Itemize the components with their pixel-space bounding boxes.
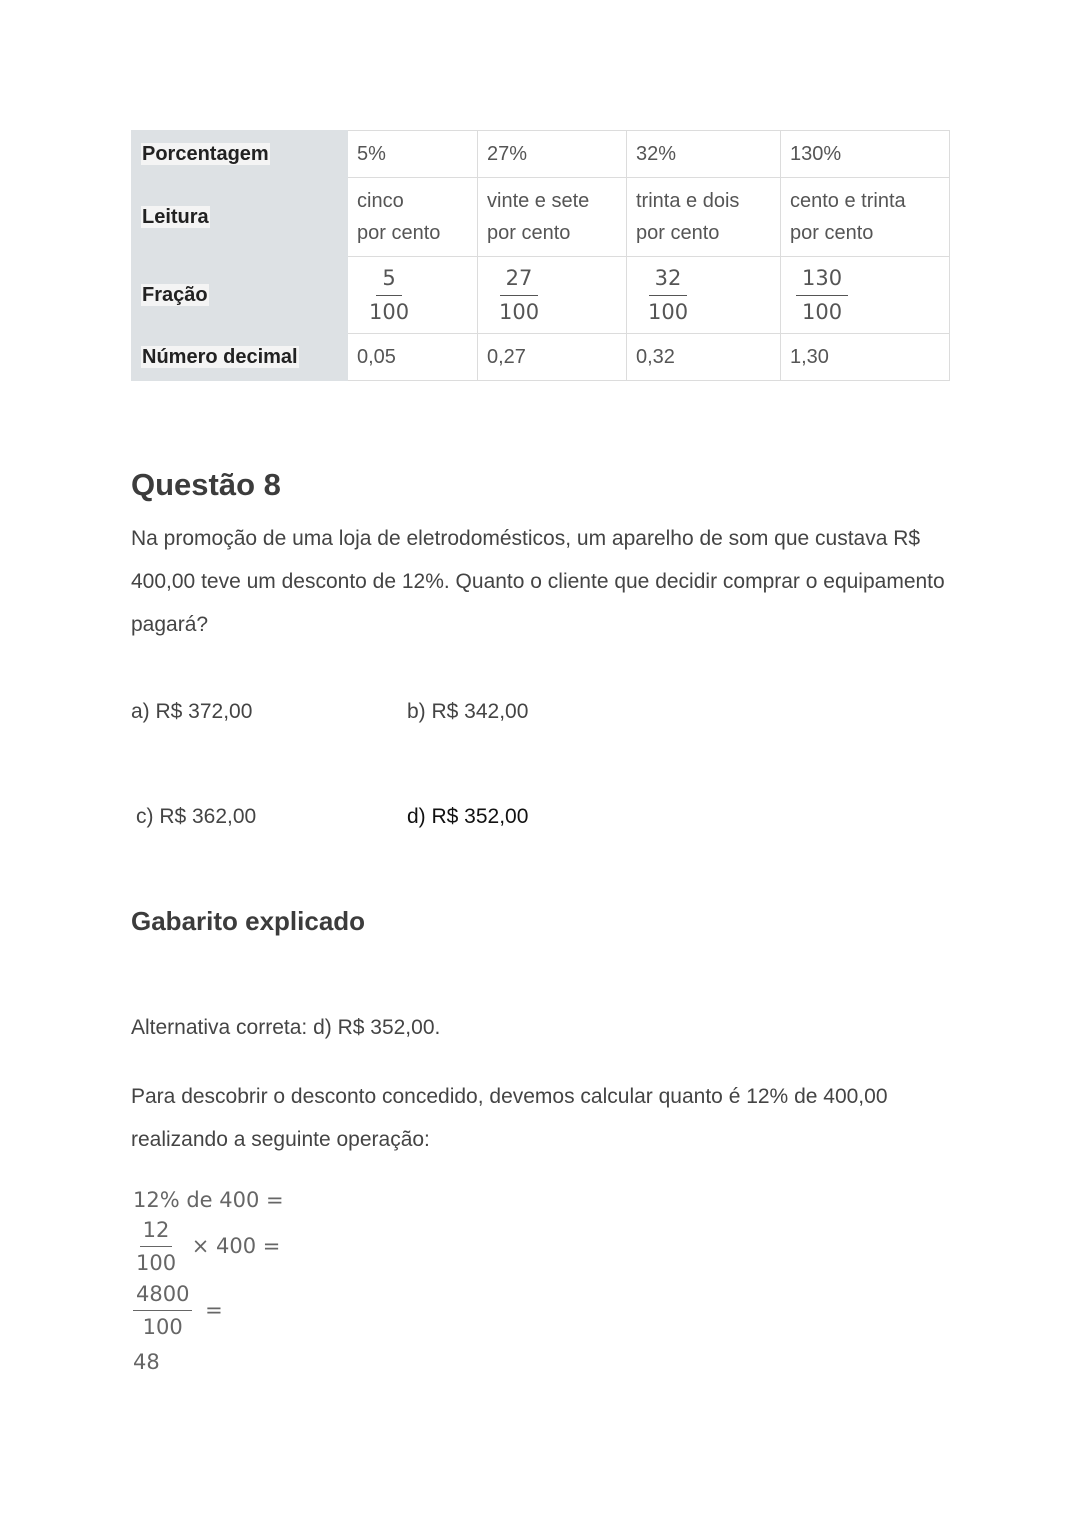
option-a: a) R$ 372,00 xyxy=(131,700,253,723)
table-row-decimal xyxy=(132,334,950,381)
fraction: $\frac{32}{100}$ xyxy=(648,265,689,324)
question-text: Na promoção de uma loja de eletrodomésticos, um aparelho de som que custava R$ 400,00 teve um desconto de 12%. Quanto o cliente que decidir comprar o equipamento pagará? xyxy=(131,527,945,636)
table-cell: trinta e dois por cento xyxy=(627,178,781,257)
table-cell xyxy=(348,257,478,334)
row-header: Leitura xyxy=(132,178,348,257)
answer-heading: Gabarito explicado xyxy=(131,906,366,936)
table-row-percentage xyxy=(132,131,950,178)
calc-result: 48 xyxy=(133,1350,160,1374)
fraction: $\frac{4800}{100}$ xyxy=(133,1284,192,1338)
table-cell xyxy=(478,257,627,334)
fraction: $\frac{12}{100}$ xyxy=(136,1218,177,1275)
fraction: $\frac{130}{100}$ xyxy=(796,268,848,323)
table-row-reading xyxy=(132,178,950,257)
table-cell: cinco por cento xyxy=(348,178,478,257)
percentage-table xyxy=(131,130,950,381)
calc-line-2: $\frac{12}{100}$ × 400 = xyxy=(133,1220,280,1274)
table-cell: 130% xyxy=(781,131,950,178)
row-header: Porcentagem xyxy=(132,131,348,178)
correct-answer: Alternativa correta: d) R$ 352,00. xyxy=(131,1016,441,1039)
option-c: c) R$ 362,00 xyxy=(136,805,257,828)
table-cell xyxy=(627,257,781,334)
table-cell: 1,30 xyxy=(781,334,950,381)
table-cell xyxy=(781,257,950,334)
table-cell: 5% xyxy=(348,131,478,178)
calc-line-1: 12% de 400 = xyxy=(133,1188,284,1212)
table-cell: 0,32 xyxy=(627,334,781,381)
table-row-fraction xyxy=(132,257,950,334)
row-header: Número decimal xyxy=(132,334,348,381)
explanation-text: Para descobrir o desconto concedido, devemos calcular quanto é 12% de 400,00 realizando a seguinte operação: xyxy=(131,1085,888,1151)
row-header: Fração xyxy=(132,257,348,334)
fraction: $\frac{27}{100}$ xyxy=(499,265,540,324)
calc-line-3: $\frac{4800}{100}$ = xyxy=(133,1284,223,1338)
option-b: b) R$ 342,00 xyxy=(407,700,529,723)
table-cell: 0,05 xyxy=(348,334,478,381)
question-title: Questão 8 xyxy=(131,467,281,502)
fraction: $\frac{5}{100}$ xyxy=(369,265,410,324)
table-cell: vinte e sete por cento xyxy=(478,178,627,257)
table-cell: 32% xyxy=(627,131,781,178)
table-cell: 27% xyxy=(478,131,627,178)
table-cell: cento e trinta por cento xyxy=(781,178,950,257)
option-d: d) R$ 352,00 xyxy=(407,805,529,828)
table-cell: 0,27 xyxy=(478,334,627,381)
